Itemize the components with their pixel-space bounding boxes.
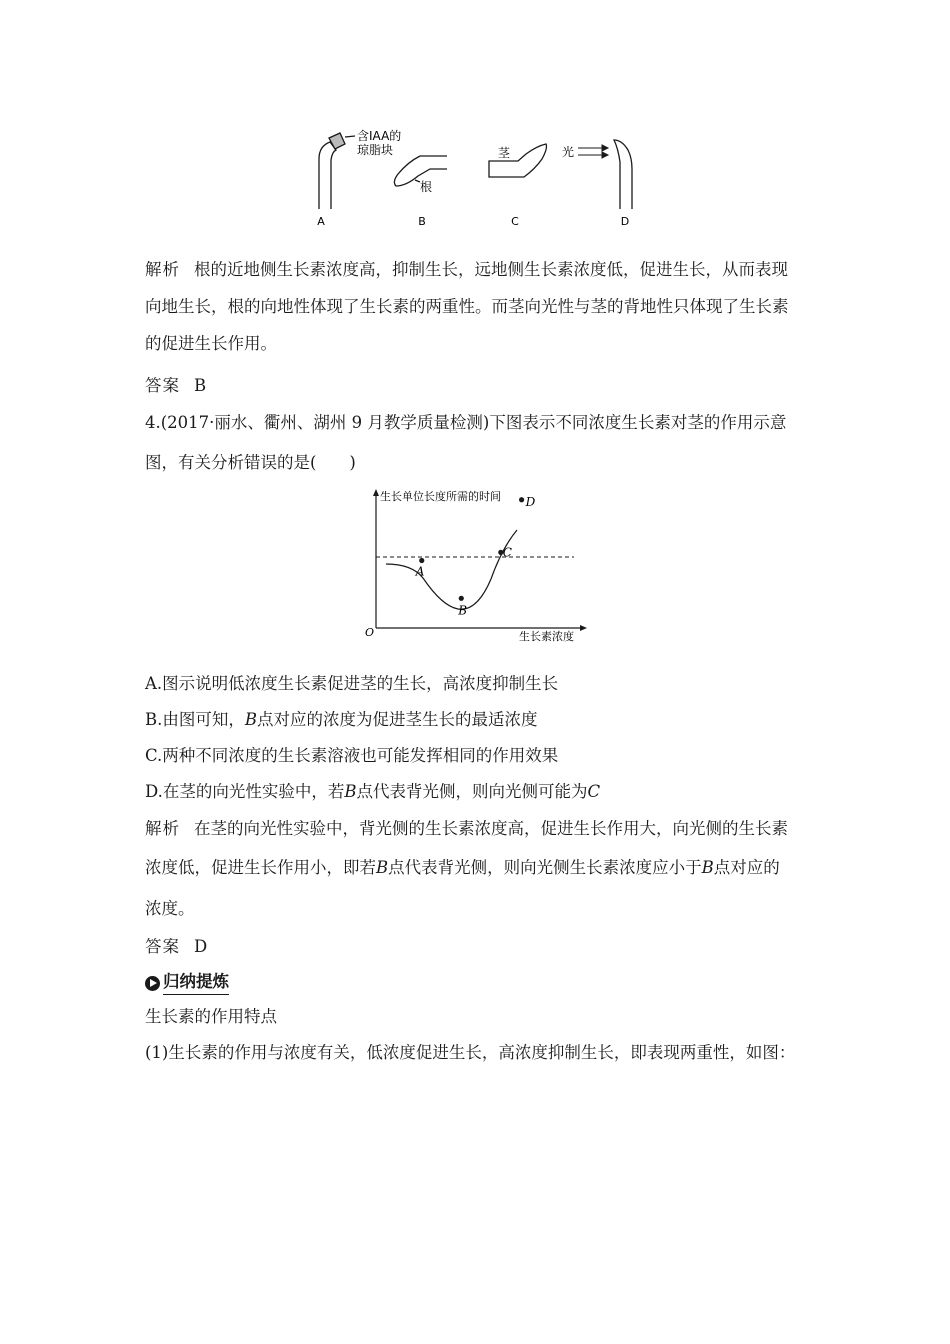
caption-b: B [418,215,426,228]
q4-answer [145,936,810,958]
q3-answer [145,375,810,397]
q4-option-c: C.两种不同浓度的生长素溶液也可能发挥相同的作用效果 [145,746,559,765]
stem-label: 茎 [498,146,511,160]
point-label-d: D [525,494,536,509]
series-curve [386,530,517,609]
x-axis-arrow [580,625,587,631]
analysis-label: 解析 [145,260,180,279]
q4-option-b: B.由图可知，B点对应的浓度为促进茎生长的最适浓度 [145,710,538,729]
iaa-label-line2: 琼脂块 [357,143,394,157]
analysis-label: 解析 [145,819,180,838]
x-axis-label: 生长素浓度 [519,630,574,643]
answer-value: B [194,376,207,395]
q4-stem-line1: 4.(2017·丽水、衢州、湖州 9 月教学质量检测)下图表示不同浓度生长素对茎的作用示意 [145,413,787,432]
q4-analysis-line1: 解析 在茎的向光性实验中，背光侧的生长素浓度高，促进生长作用大，向光侧的生长素 [145,819,788,838]
point-a [419,558,424,563]
light-label: 光 [562,145,575,159]
light-arrows-icon [578,145,608,158]
iaa-label-line1: 含IAA的 [357,129,402,143]
q4-analysis-line3: 浓度。 [145,899,195,918]
point-label-a: A [415,564,425,579]
q3-analysis-line1: 解析 根的近地侧生长素浓度高，抑制生长，远地侧生长素浓度低，促进生长，从而表现 [145,260,788,279]
y-axis-arrow [373,489,379,496]
figure-a-stem [319,133,355,209]
growth-chart [362,488,592,643]
y-axis-label: 生长单位长度所需的时间 [380,490,501,503]
point-d [519,497,524,502]
point-label-b: B [458,603,468,618]
answer-value: D [194,937,208,956]
q3-analysis-line3: 的促进生长作用。 [145,334,277,353]
summary-subheading: 生长素的作用特点 [145,1007,277,1026]
answer-label: 答案 [145,376,180,395]
tropism-figure [300,124,660,234]
q4-stem-line2: 图，有关分析错误的是( ) [145,453,356,472]
q4-analysis-line2: 浓度低，促进生长作用小，即若B点代表背光侧，则向光侧生长素浓度应小于B点对应的 [145,858,780,877]
point-b [459,596,464,601]
summary-heading: 归纳提炼 [145,971,810,997]
caption-a: A [317,215,325,228]
answer-label: 答案 [145,937,180,956]
q3-analysis-line2: 向地生长，根的向地性体现了生长素的两重性。而茎向光性与茎的背地性只体现了生长素 [145,297,789,316]
point-label-c: C [502,545,512,560]
caption-d: D [620,215,630,228]
root-label: 根 [420,180,433,194]
play-circle-icon [145,976,160,991]
caption-c: C [511,215,519,228]
q4-option-a: A.图示说明低浓度生长素促进茎的生长，高浓度抑制生长 [145,674,559,693]
origin-label: O [365,626,375,639]
summary-line1: (1)生长素的作用与浓度有关，低浓度促进生长，高浓度抑制生长，即表现两重性，如图： [145,1043,796,1062]
figure-d-stem [614,140,632,209]
q4-option-d: D.在茎的向光性实验中，若B点代表背光侧，则向光侧可能为C [145,782,601,801]
